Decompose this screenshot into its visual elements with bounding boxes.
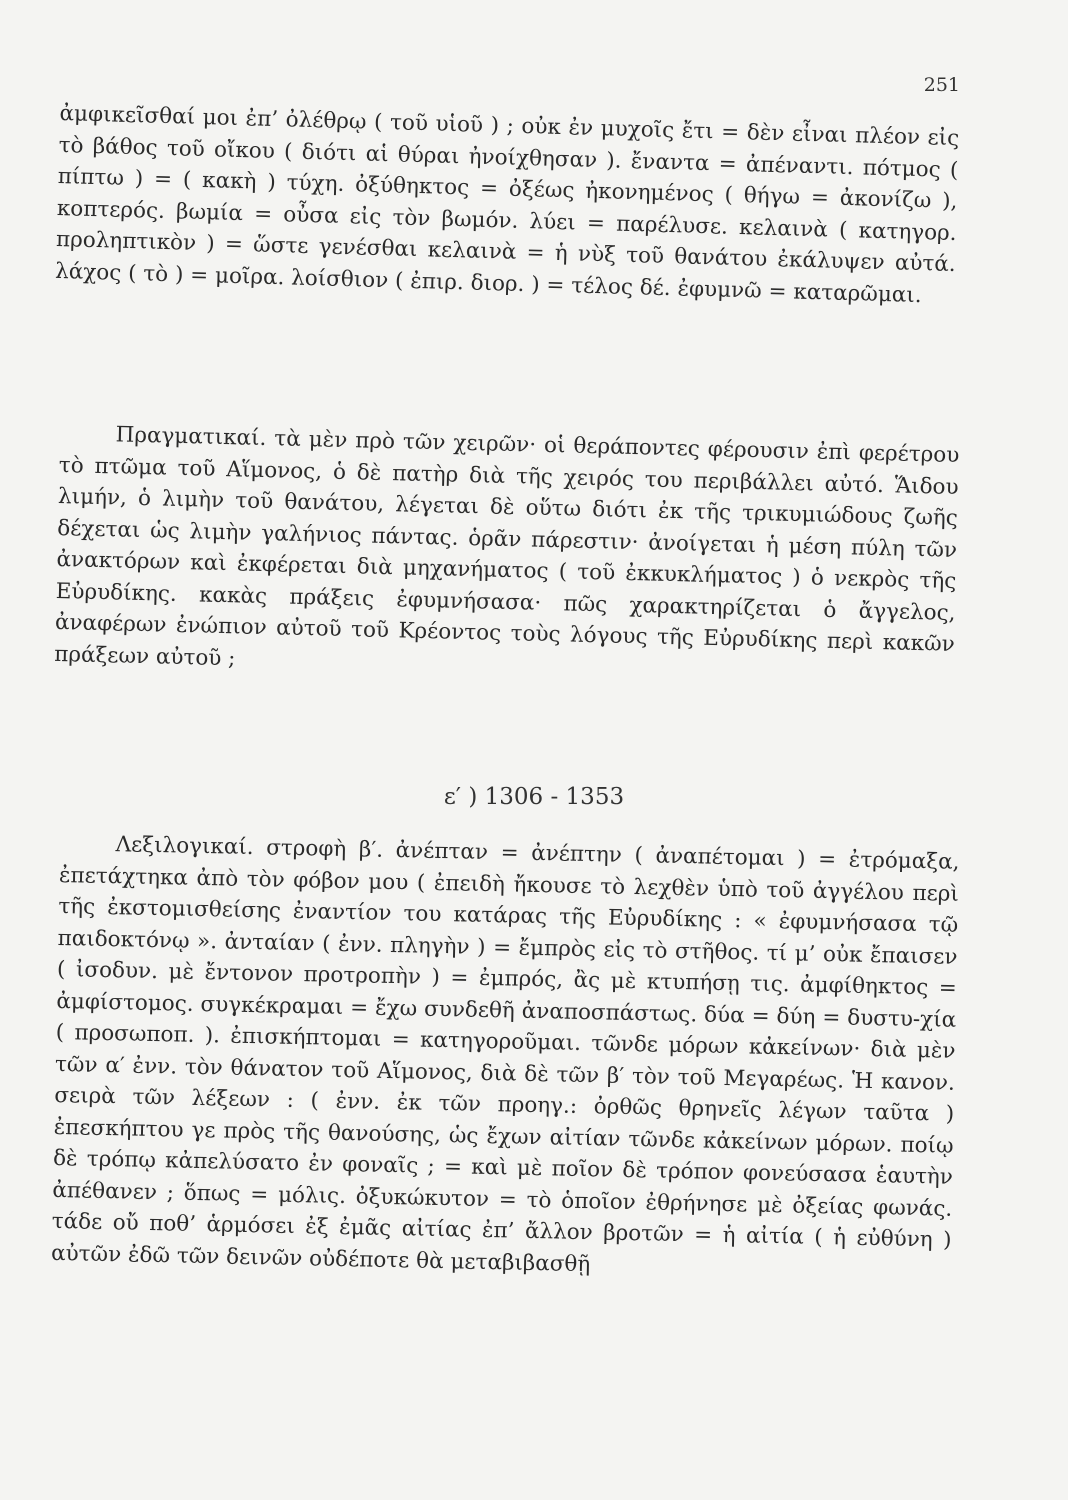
practical-paragraph: Πραγματικαί. τὰ μὲν πρὸ τῶν χειρῶν· οἱ θεράποντες φέρουσιν ἐπὶ φερέτρου τὸ πτῶμα τοῦ Αἵμονος, ὁ δὲ πατὴρ διὰ τῆς χειρός του περιβάλλει αὐτό. Ἅιδου λιμήν, ὁ λιμὴν τοῦ θανάτου, λέγεται δὲ οὕτω διότι ἐκ τῆς τρικυμιώδους ζωῆς δέχεται ὡς λιμὴν γαλήνιος πάντας. ὁρᾶν πάρεστιν· ἀνοίγεται ἡ μέση πύλη τῶν ἀνακτόρων καὶ ἐκφέρεται διὰ μηχανήματος ( τοῦ ἐκκυκλήματος ) ὁ νεκρὸς τῆς Εὐρυδίκης. κακὰς πράξεις ἐφυμνήσασα· πῶς χαρακτηρίζεται ὁ ἄγγελος, ἀναφέρων ἐνώπιον αὐτοῦ τοῦ Κρέοντος τοὺς λόγους τῆς Εὐρυδίκης περὶ κακῶν πράξεων αὐτοῦ ; bbox=[53, 422, 960, 671]
vocabulary-paragraph: ἀμφικεῖσθαί μοι ἐπ’ ὀλέθρῳ ( τοῦ υἱοῦ ) ; οὐκ ἐν μυχοῖς ἔτι = δὲν εἶναι πλέον εἰς τὸ βάθος τοῦ οἴκου ( διότι αἱ θύραι ἠνοίχθησαν ). ἔναντα = ἀπέναντι. πότμος ( πίπτω ) = ( κακὴ ) τύχη. ὀξύθηκτος = ὀξέως ἠκονημένος ( θήγω = ἀκονίζω ), κοπτερός. βωμία = οὖσα εἰς τὸν βωμόν. λύει = παρέλυσε. κελαινὰ ( κατηγορ. προληπτικὸν ) = ὥστε γενέσθαι κελαινὰ = ἡ νὺξ τοῦ θανάτου ἐκάλυψεν αὐτά. λάχος ( τὸ ) = μοῖρα. λοίσθιον ( ἐπιρ. διορ. ) = τέλος δέ. ἐφυμνῶ = καταρῶμαι. bbox=[54, 100, 960, 308]
practical-notes-1 bbox=[54, 418, 960, 692]
vocabulary-notes-2 bbox=[51, 828, 960, 1288]
section-heading: ε′ ) 1306 - 1353 bbox=[443, 784, 625, 810]
vocabulary-notes-1 bbox=[55, 98, 960, 312]
page-number: 251 bbox=[923, 74, 960, 96]
vocabulary-paragraph-2: Λεξιλογικαί. στροφὴ β′. ἀνέπταν = ἀνέπτην ( ἀναπέτομαι ) = ἐτρόμαξα, ἐπετάχτηκα ἀπὸ τὸν φόβον μου ( ἐπειδὴ ἤκουσε τὸ λεχθὲν ὑπὸ τοῦ ἀγγέλου περὶ τῆς ἐκστομισθείσης ἐναντίον του κατάρας τῆς Εὐρυδίκης : « ἐφυμνήσασα τῷ παιδοκτόνῳ ». ἀνταίαν ( ἐνν. πληγὴν ) = ἔμπρὸς εἰς τὸ στῆθος. τί μ’ οὐκ ἔπαισεν ( ἰσοδυν. μὲ ἔντονον προτροπὴν ) = ἐμπρός, ἂς μὲ κτυπήσῃ τις. ἀμφίθηκτος = ἀμφίστομος. συγκέκραμαι = ἔχω συνδεθῆ ἀναποσπάστως. δύα = δύη = δυστυ-χία ( προσωποπ. ). ἐπισκήπτομαι = κατηγοροῦμαι. τῶνδε μόρων κἀκείνων· διὰ μὲν τῶν α′ ἐνν. τὸν θάνατον τοῦ Αἵμονος, διὰ δὲ τῶν β′ τὸν τοῦ Μεγαρέως. Ἡ κανον. σειρὰ τῶν λέξεων : ( ἐνν. ἐκ τῶν προηγ.: ὀρθῶς θρηνεῖς λέγων ταῦτα ) ἐπεσκήπτου γε πρὸς τῆς θανούσης, ὡς ἔχων αἰτίαν τῶνδε κἀκείνων μόρων. ποίῳ δὲ τρόπῳ κἀπελύσατο ἐν φοναῖς ; = καὶ μὲ ποῖον δὲ τρόπον φονεύσασα ἑαυτὴν ἀπέθανεν ; ὅπως = μόλις. ὀξυκώκυτον = τὸ ὁποῖον ἐθρήνησε μὲ ὀξείας φωνάς. τάδε οὔ ποθ’ ἁρμόσει ἐξ ἐμᾶς αἰτίας ἐπ’ ἄλλον βροτῶν = ἡ αἰτία ( ἡ εὐθύνη ) αὐτῶν ἐδῶ τῶν δεινῶν οὐδέποτε θὰ μεταβιβασθῇ bbox=[50, 832, 960, 1277]
